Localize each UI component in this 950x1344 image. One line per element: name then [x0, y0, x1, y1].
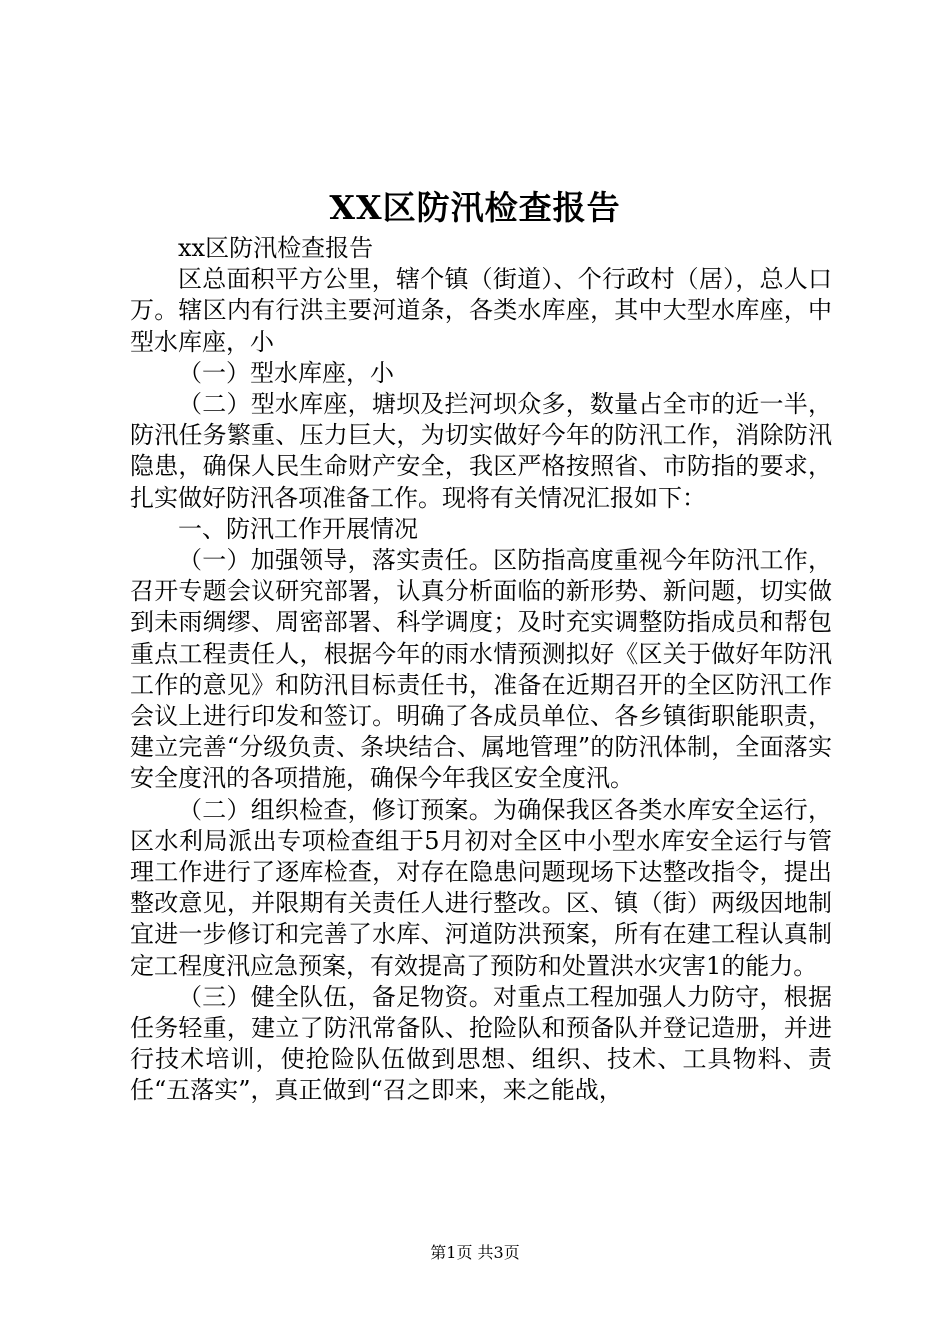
paragraph-item-2: （二）型水库座，塘坝及拦河坝众多，数量占全市的近一半，防汛任务繁重、压力巨大，为切实做好今年的防汛工作，消除防汛隐患，确保人民生命财产安全，我区严格按照省、市防指的要求，扎实做好防汛各项准备工作。现将有关情况汇报如下： — [130, 390, 832, 512]
paragraph-doc-name: xx区防汛检查报告 — [178, 234, 374, 262]
section-heading: 一、防汛工作开展情况 — [178, 514, 418, 543]
document-body — [130, 233, 832, 1107]
paragraph-teams: （三）健全队伍，备足物资。对重点工程加强人力防守，根据任务轻重，建立了防汛常备队、抢险队和预备队并登记造册，并进行技术培训，使抢险队伍做到思想、组织、技术、工具物料、责任“五落实”，真正做到“召之即来，来之能战， — [130, 982, 832, 1105]
paragraph-item-1: （一）型水库座，小 — [178, 358, 394, 387]
document-title: XX区防汛检查报告 — [329, 188, 621, 227]
page-number-footer: 第1页 共3页 — [430, 1243, 520, 1262]
paragraph-leadership: （一）加强领导，落实责任。区防指高度重视今年防汛工作，召开专题会议研究部署，认真分析面临的新形势、新问题，切实做到未雨绸缪、周密部署、科学调度；及时充实调整防指成员和帮包重点工程责任人，根据今年的雨水情预测拟好《区关于做好年防汛工作的意见》和防汛目标责任书，准备在近期召开的全区防汛工作会议上进行印发和签订。明确了各成员单位、各乡镇街职能职责，建立完善“分级负责、条块结合、属地管理”的防汛体制，全面落实安全度汛的各项措施，确保今年我区安全度汛。 — [130, 546, 832, 793]
paragraph-inspection: （二）组织检查，修订预案。为确保我区各类水库安全运行，区水利局派出专项检查组于5月初对全区中小型水库安全运行与管理工作进行了逐库检查，对存在隐患问题现场下达整改指令，提出整改意见，并限期有关责任人进行整改。区、镇（街）两级因地制宜进一步修订和完善了水库、河道防洪预案，所有在建工程认真制定工程度汛应急预案，有效提高了预防和处置洪水灾害1的能力。 — [130, 795, 832, 980]
paragraph-overview: 区总面积平方公里，辖个镇（街道）、个行政村（居），总人口万。辖区内有行洪主要河道条，各类水库座，其中大型水库座，中型水库座，小 — [130, 265, 832, 356]
